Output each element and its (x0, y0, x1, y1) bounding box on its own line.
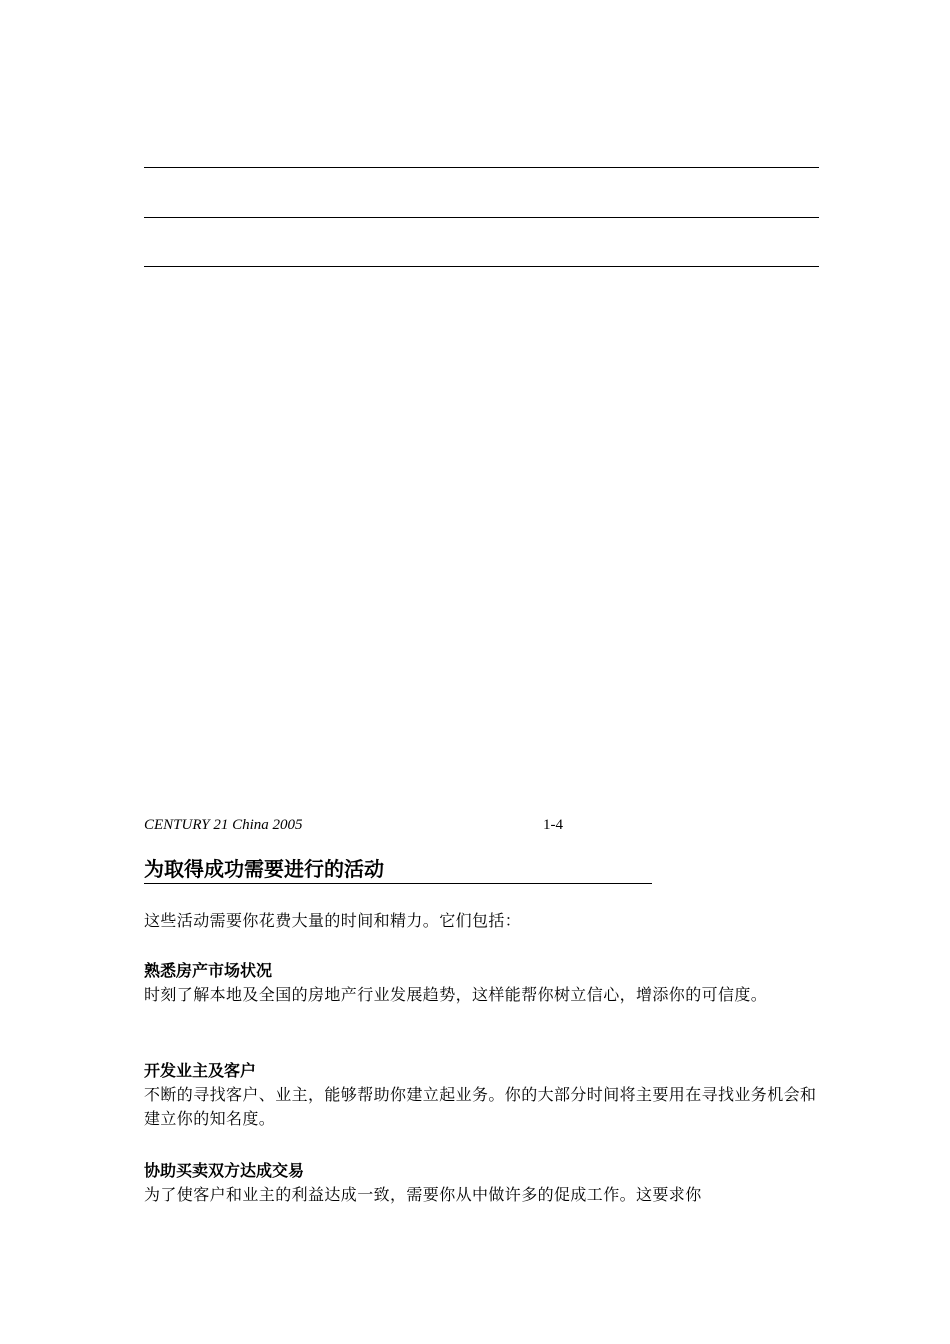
activity-text: 时刻了解本地及全国的房地产行业发展趋势，这样能帮你树立信心，增添你的可信度。 (144, 985, 768, 1004)
writing-line-3 (144, 266, 819, 267)
activity-item (144, 959, 819, 1007)
section-title: 为取得成功需要进行的活动 (144, 856, 652, 884)
activity-heading: 开发业主及客户 (144, 1061, 257, 1080)
activity-item (144, 1159, 819, 1207)
writing-line-1 (144, 167, 819, 168)
activity-heading: 熟悉房产市场状况 (144, 961, 273, 980)
activity-text: 不断的寻找客户、业主，能够帮助你建立起业务。你的大部分时间将主要用在寻找业务机会和建立你的知名度。 (144, 1085, 817, 1128)
activity-text: 为了使客户和业主的利益达成一致，需要你从中做许多的促成工作。这要求你 (144, 1185, 702, 1204)
activity-heading: 协助买卖双方达成交易 (144, 1161, 305, 1180)
activity-item (144, 1059, 819, 1131)
page-number: 1-4 (543, 817, 563, 833)
intro-paragraph: 这些活动需要你花费大量的时间和精力。它们包括： (144, 911, 522, 930)
footer-copyright: CENTURY 21 China 2005 (144, 817, 303, 833)
writing-line-2 (144, 217, 819, 218)
